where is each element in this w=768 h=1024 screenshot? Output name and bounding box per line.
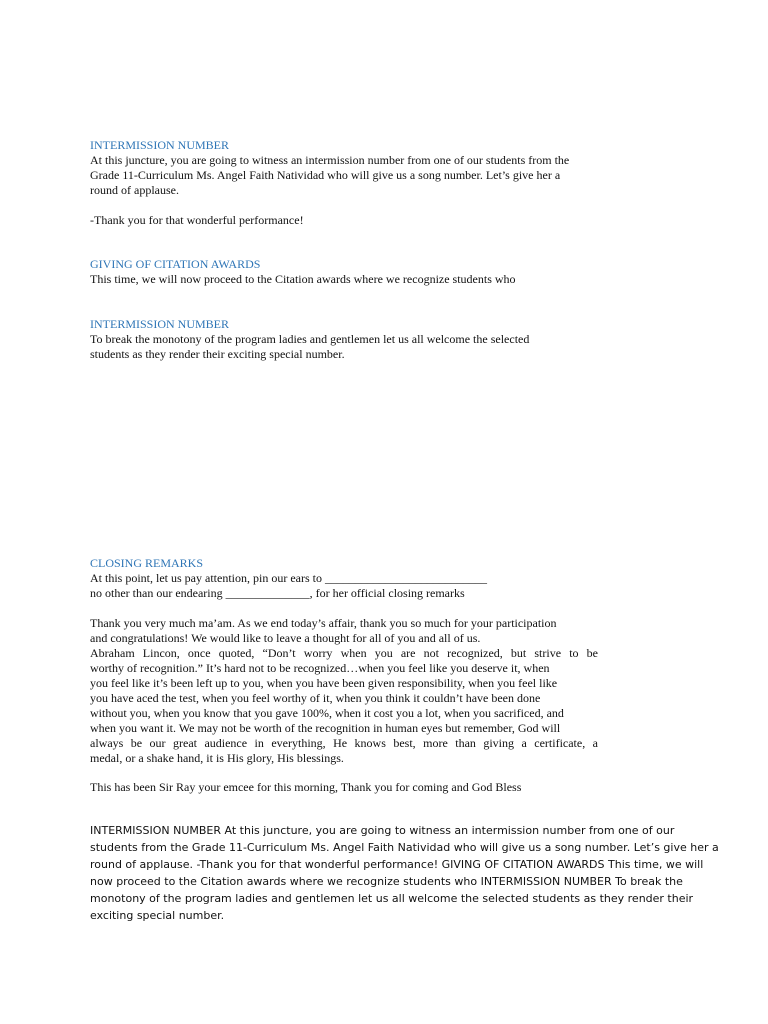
- closing-thanks-line-1: Thank you very much ma’am. As we end today’s affair, thank you so much for your participation: [90, 616, 557, 630]
- quote-line-6: when you want it. We may not be worth of the recognition in human eyes but remember, God will: [90, 721, 561, 735]
- heading-intermission-number-2: INTERMISSION NUMBER: [90, 317, 230, 331]
- intermission2-line-2: students as they render their exciting special number.: [90, 347, 345, 361]
- summary-line-6: exciting special number.: [90, 909, 225, 922]
- intermission1-line-1: At this juncture, you are going to witness an intermission number from one of our students from the: [90, 153, 570, 167]
- summary-line-2: students from the Grade 11-Curriculum Ms. Angel Faith Natividad who will give us a song number. Let’s give her a: [90, 841, 719, 854]
- summary-line-4: now proceed to the Citation awards where we recognize students who INTERMISSION NUMBER To break the: [90, 875, 683, 888]
- quote-line-1: Abraham Lincon, once quoted, “Don’t worry when you are not recognized, but strive to be: [90, 646, 598, 660]
- heading-giving-of-citation-awards: GIVING OF CITATION AWARDS: [90, 257, 261, 271]
- intermission1-thanks: -Thank you for that wonderful performance!: [90, 213, 304, 227]
- quote-line-5: without you, when you know that you gave 100%, when it cost you a lot, when you sacrificed, and: [90, 706, 564, 720]
- closing-intro-line-2: no other than our endearing ______________, for her official closing remarks: [90, 586, 465, 600]
- quote-line-4: you have aced the test, when you feel worthy of it, when you think it couldn’t have been done: [90, 691, 541, 705]
- heading-intermission-number-1: INTERMISSION NUMBER: [90, 138, 230, 152]
- intermission1-line-2: Grade 11-Curriculum Ms. Angel Faith Natividad who will give us a song number. Let’s give her a: [90, 168, 561, 182]
- quote-line-8: medal, or a shake hand, it is His glory, His blessings.: [90, 751, 344, 765]
- quote-line-7: always be our great audience in everything, He knows best, more than giving a certificate, a: [90, 736, 598, 750]
- quote-line-2: worthy of recognition.” It’s hard not to be recognized…when you feel like you deserve it, when: [90, 661, 550, 675]
- summary-line-5: monotony of the program ladies and gentlemen let us all welcome the selected students as they render their: [90, 892, 694, 905]
- text-summary: [90, 822, 719, 924]
- summary-line-3: round of applause. -Thank you for that wonderful performance! GIVING OF CITATION AWARDS This time, we will: [90, 858, 704, 871]
- closing-intro-line-1: At this point, let us pay attention, pin our ears to ___________________________: [90, 571, 487, 585]
- summary-line-1: INTERMISSION NUMBER At this juncture, you are going to witness an intermission number from one of our: [90, 824, 675, 837]
- intermission1-line-3: round of applause.: [90, 183, 179, 197]
- heading-closing-remarks: CLOSING REMARKS: [90, 556, 204, 570]
- citation-line: This time, we will now proceed to the Citation awards where we recognize students who: [90, 272, 516, 286]
- intermission2-line-1: To break the monotony of the program ladies and gentlemen let us all welcome the selected: [90, 332, 530, 346]
- quote-line-3: you feel like it’s been left up to you, when you have been given responsibility, when you feel like: [90, 676, 558, 690]
- closing-thanks-line-2: and congratulations! We would like to leave a thought for all of you and all of us.: [90, 631, 481, 645]
- closing-signoff: This has been Sir Ray your emcee for this morning, Thank you for coming and God Bless: [90, 780, 522, 794]
